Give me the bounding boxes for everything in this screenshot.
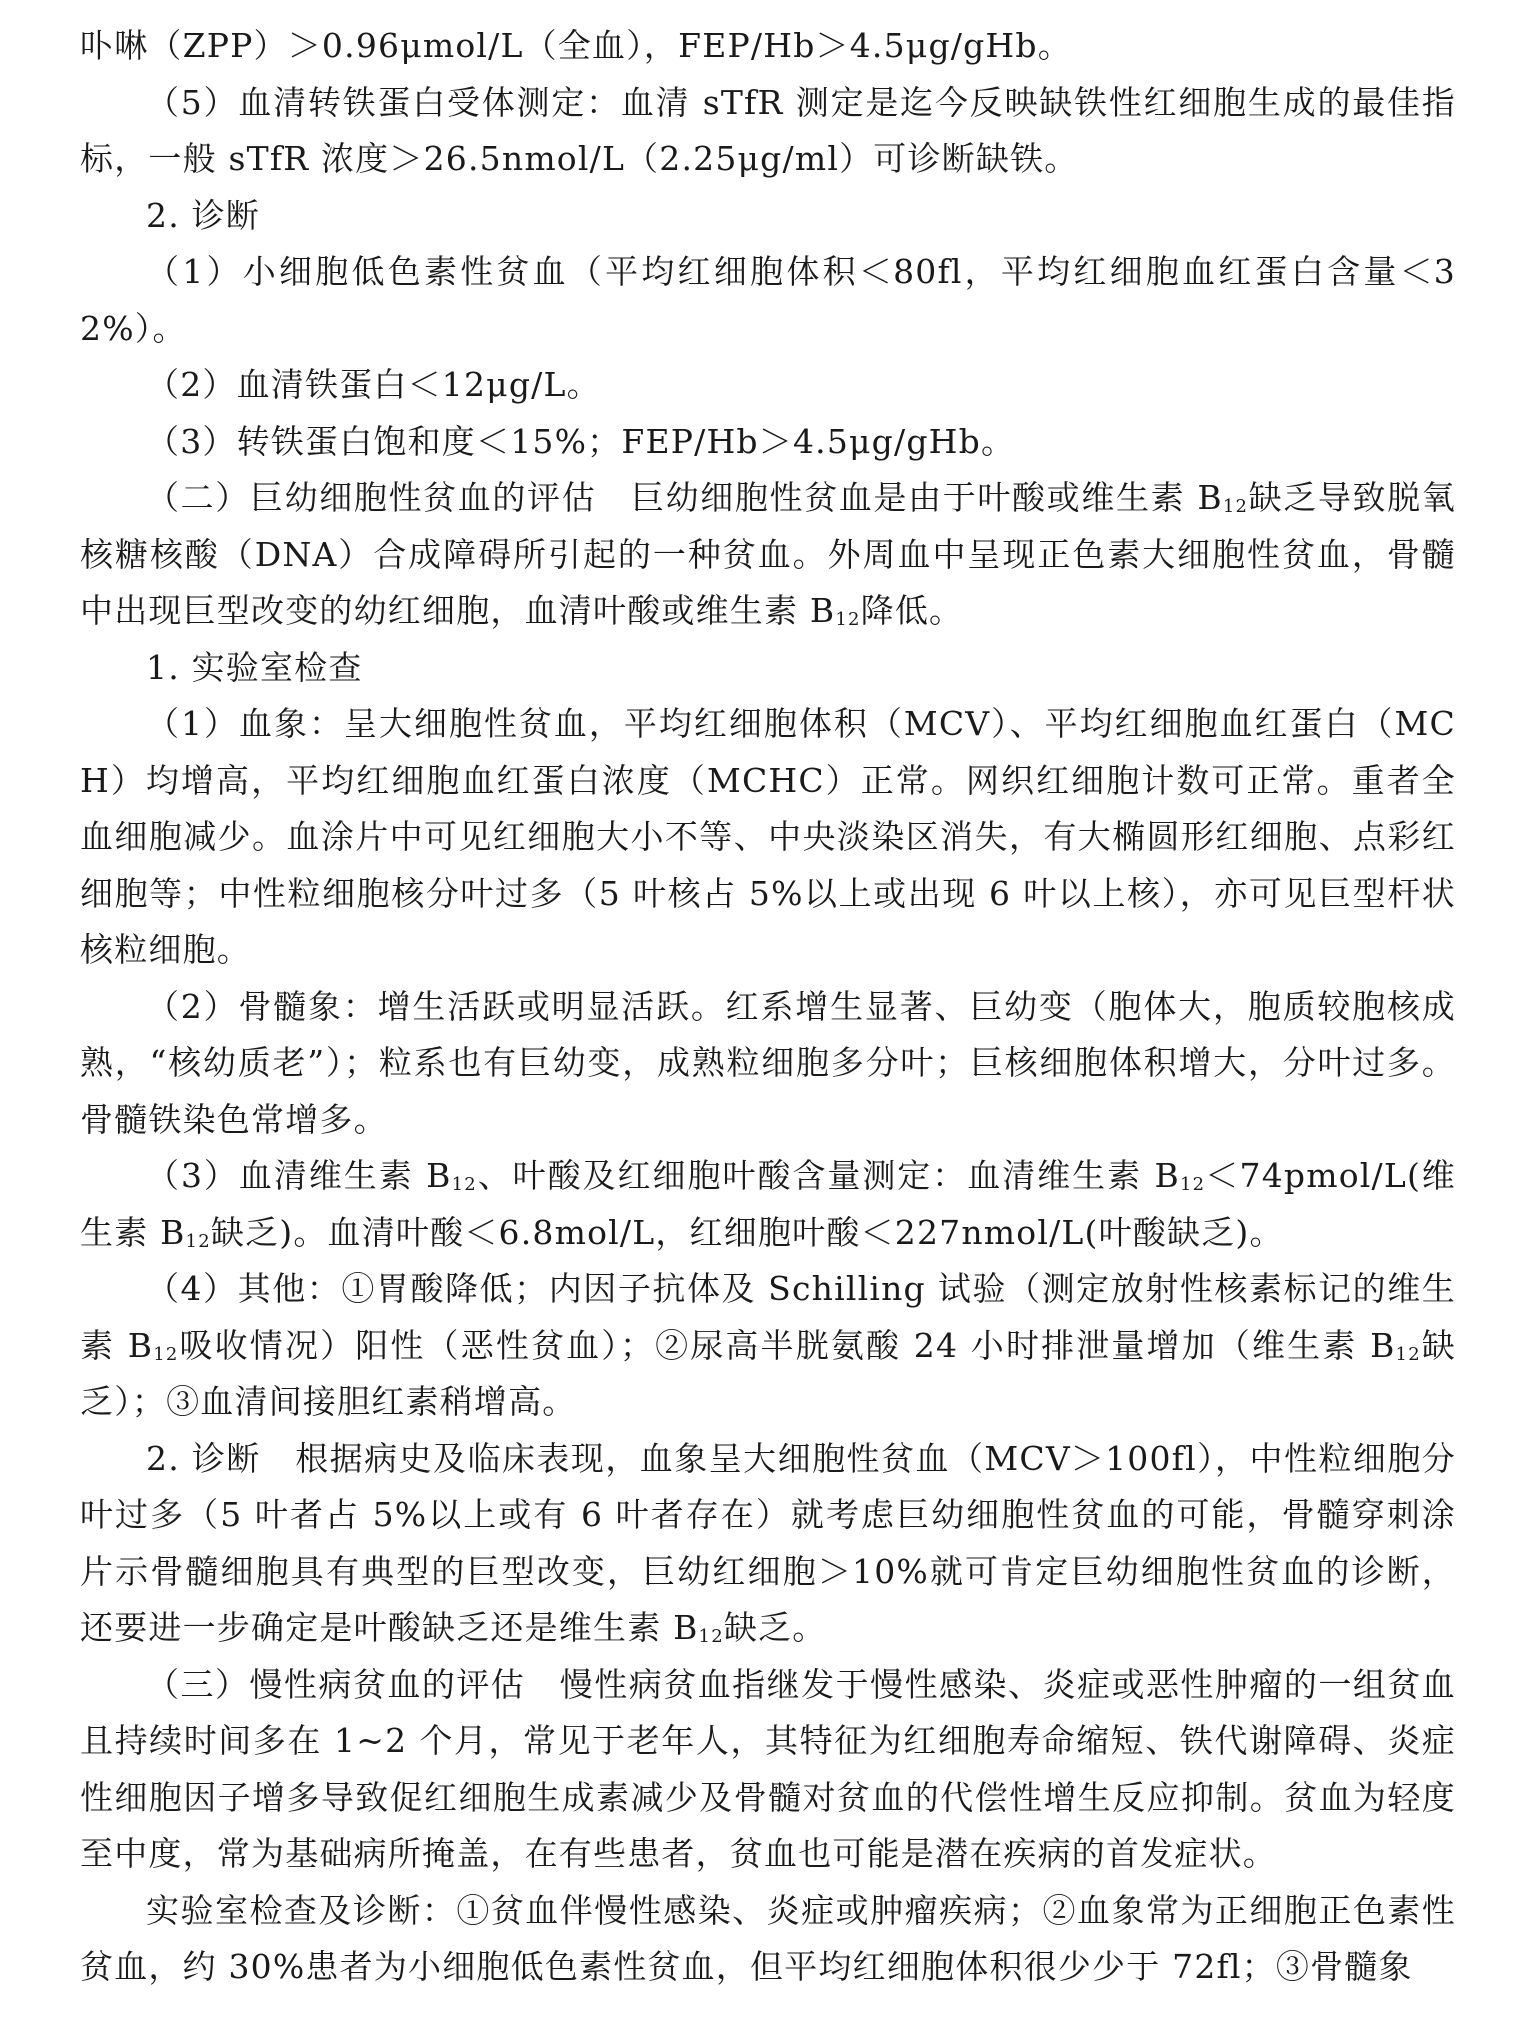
text-run: 卟啉（ZPP）＞0.96μmol/L（全血），FEP/Hb＞4.5μg/gHb。	[80, 26, 1072, 65]
subscript: 12	[451, 1174, 477, 1195]
text-run: 缺乏导致脱氧核糖核酸（DNA）合成障碍所引起的一种贫血。外周血中呈现正色素大细胞性贫血，骨髓中出现巨型改变的幼红细胞，血清叶酸或维生素 B	[80, 478, 1457, 630]
text-run: （1）小细胞低色素性贫血（平均红细胞体积＜80fl，平均红细胞血红蛋白含量＜32%）。	[80, 252, 1456, 348]
subscript: 12	[698, 1626, 724, 1647]
text-run: （5）血清转铁蛋白受体测定：血清 sTfR 测定是迄今反映缺铁性红细胞生成的最佳指标，一般 sTfR 浓度＞26.5nmol/L（2.25μg/ml）可诊断缺铁。	[80, 82, 1456, 178]
subscript: 12	[835, 609, 861, 630]
paragraph	[80, 188, 1456, 245]
paragraph	[80, 979, 1456, 1149]
subscript: 12	[1395, 1343, 1421, 1365]
subscript: 12	[1222, 496, 1249, 517]
text-run: （1）血象：呈大细胞性贫血，平均红细胞体积（MCV）、平均红细胞血红蛋白（MCH）均增高，平均红细胞血红蛋白浓度（MCHC）正常。网织红细胞计数可正常。重者全血细胞减少。血涂片中可见红细胞大小不等、中央淡染区消失，有大椭圆形红细胞、点彩红细胞等；中性粒细胞核分叶过多（5 叶核占 5%以上或出现 6 叶以上核），亦可见巨型杆状核粒细胞。	[80, 704, 1456, 969]
text-run: 缺乏）；③血清间接胆红素稍增高。	[80, 1325, 1457, 1421]
text-run: ＜74pmol/L(维生素 B	[80, 1156, 1456, 1252]
text-run: 吸收情况）阳性（恶性贫血）；②尿高半胱氨酸 24 小时排泄量增加（维生素 B	[178, 1325, 1396, 1365]
subscript: 12	[185, 1230, 211, 1252]
text-run: 2. 诊断 根据病史及临床表现，血象呈大细胞性贫血（MCV＞100fl），中性粒细胞分叶过多（5 叶者占 5%以上或有 6 叶者存在）就考虑巨幼细胞性贫血的可能，骨髓穿刺涂片示骨髓细胞具有典型的巨型改变，巨幼红细胞＞10%就可肯定巨幼细胞性贫血的诊断，还要进一步确定是叶酸缺乏还是维生素 B	[80, 1438, 1456, 1647]
text-run: 实验室检查及诊断：①贫血伴慢性感染、炎症或肿瘤疾病；②血象常为正细胞正色素性贫血，约 30%患者为小细胞低色素性贫血，但平均红细胞体积很少少于 72fl；③骨髓象	[80, 1890, 1456, 1986]
text-run: 缺乏)。血清叶酸＜6.8mol/L，红细胞叶酸＜227nmol/L(叶酸缺乏)。	[210, 1212, 1284, 1252]
paragraph	[80, 1657, 1456, 1883]
text-run: （2）血清铁蛋白＜12μg/L。	[146, 365, 601, 404]
text-run: （三）慢性病贫血的评估 慢性病贫血指继发于慢性感染、炎症或恶性肿瘤的一组贫血且持续时间多在 1~2 个月，常见于老年人，其特征为红细胞寿命缩短、铁代谢障碍、炎症性细胞因子增多导致促红细胞生成素减少及骨髓对贫血的代偿性增生反应抑制。贫血为轻度至中度，常为基础病所掩盖，在有些患者，贫血也可能是潜在疾病的首发症状。	[80, 1664, 1456, 1873]
paragraph	[80, 244, 1456, 357]
document-body	[80, 18, 1456, 1996]
paragraph	[80, 696, 1456, 979]
text-run: 、叶酸及红细胞叶酸含量测定：血清维生素 B	[476, 1156, 1180, 1195]
subscript: 12	[1179, 1174, 1206, 1195]
text-run: 2. 诊断	[146, 195, 260, 235]
paragraph	[80, 75, 1456, 188]
paragraph	[80, 1431, 1456, 1657]
text-run: （3）转铁蛋白饱和度＜15%；FEP/Hb＞4.5μg/gHb。	[146, 421, 1016, 461]
text-run: （3）血清维生素 B	[146, 1156, 452, 1195]
text-run: （4）其他：①胃酸降低；内因子抗体及 Schilling 试验（测定放射性核素标记的维生素 B	[80, 1269, 1456, 1365]
text-run: 缺乏。	[723, 1608, 827, 1647]
text-run: 降低。	[860, 591, 964, 630]
paragraph	[80, 640, 1456, 697]
text-run: （二）巨幼细胞性贫血的评估 巨幼细胞性贫血是由于叶酸或维生素 B	[146, 478, 1223, 517]
text-run: 1. 实验室检查	[146, 647, 363, 687]
paragraph	[80, 1883, 1456, 1996]
paragraph	[80, 357, 1456, 414]
paragraph	[80, 414, 1456, 471]
paragraph	[80, 470, 1456, 640]
subscript: 12	[153, 1343, 179, 1365]
paragraph	[80, 18, 1456, 75]
paragraph	[80, 1261, 1456, 1431]
document-page	[80, 18, 1456, 1996]
text-run: （2）骨髓象：增生活跃或明显活跃。红系增生显著、巨幼变（胞体大，胞质较胞核成熟，“核幼质老”）；粒系也有巨幼变，成熟粒细胞多分叶；巨核细胞体积增大，分叶过多。骨髓铁染色常增多。	[80, 986, 1456, 1139]
paragraph	[80, 1148, 1456, 1261]
